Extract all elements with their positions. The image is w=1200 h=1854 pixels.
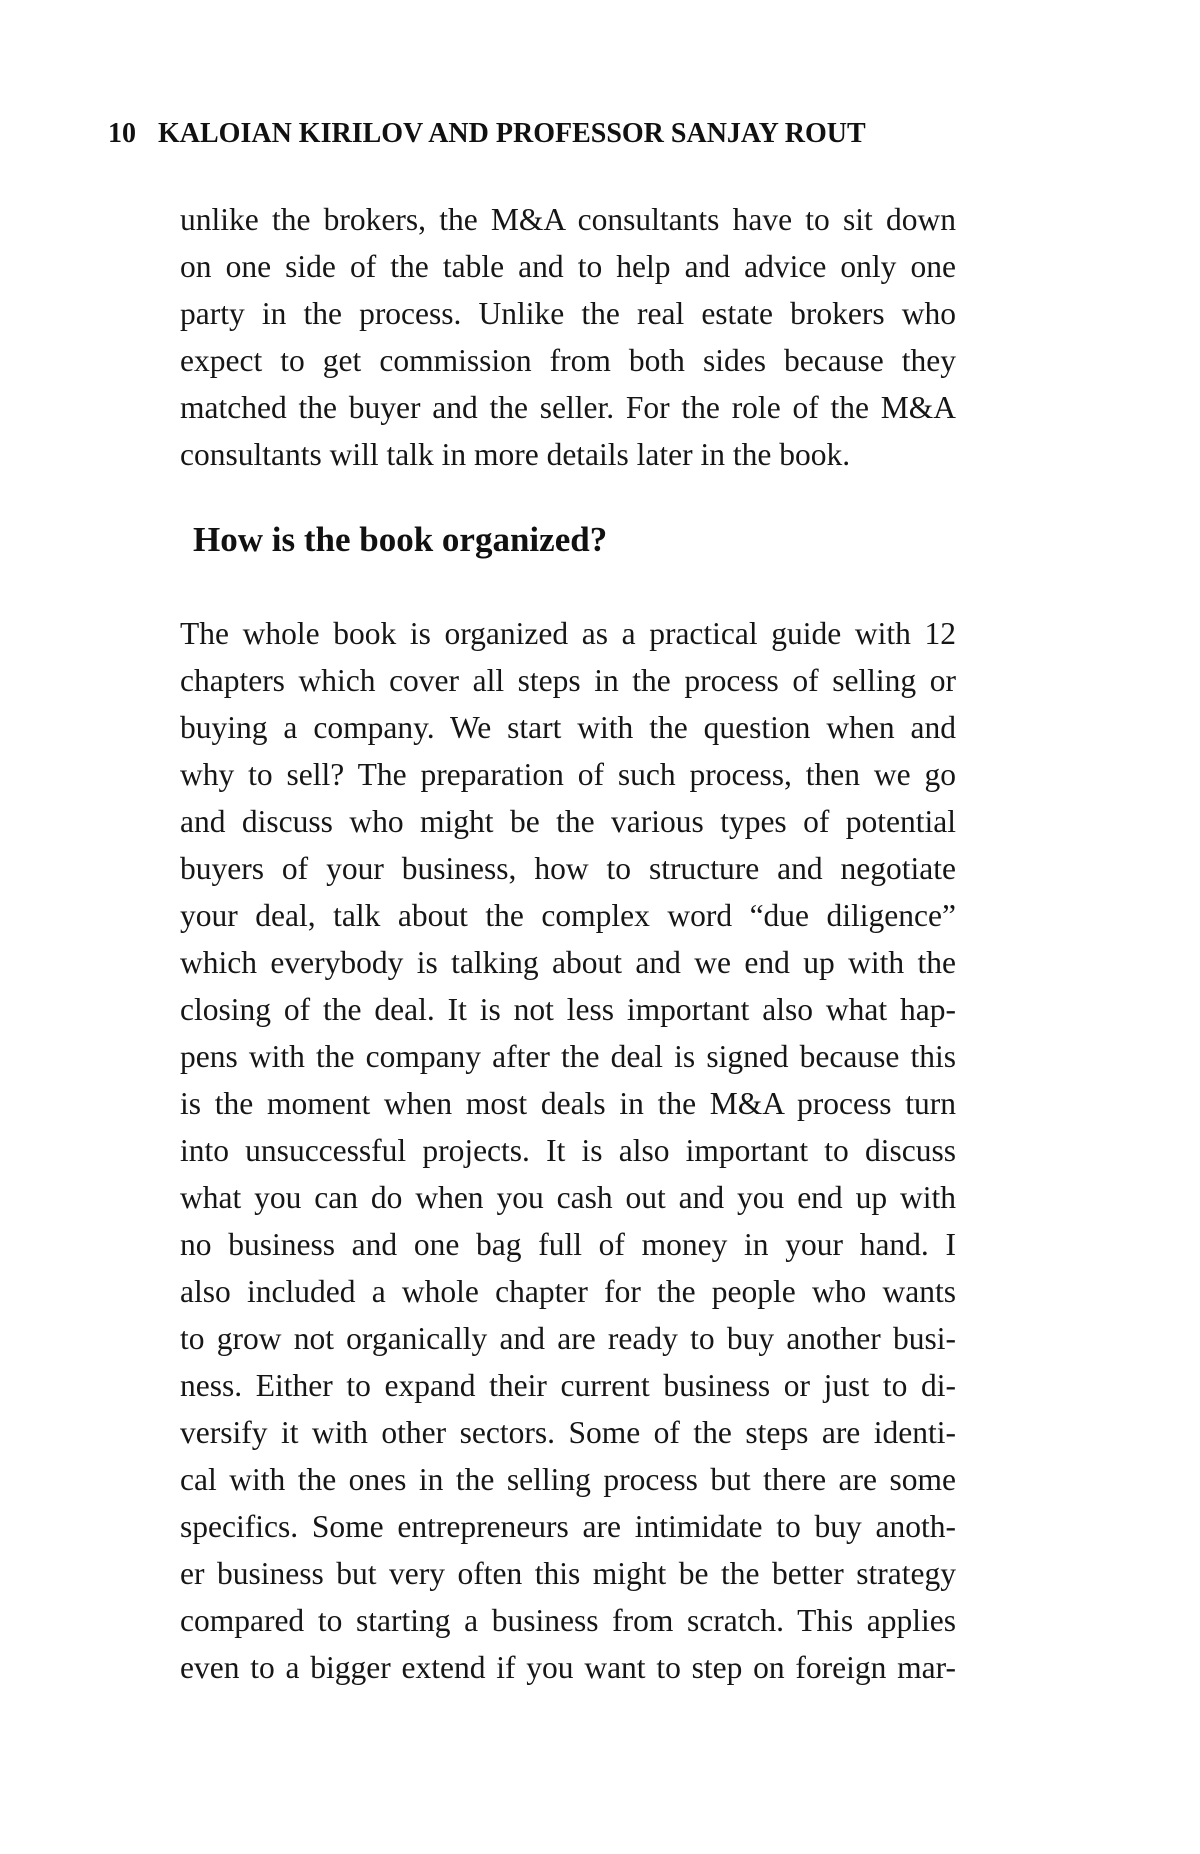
text-line: also included a whole chapter for the people who wants [180,1274,956,1309]
text-line: which everybody is talking about and we end up with the [180,945,956,980]
text-line: party in the process. Unlike the real estate brokers who [180,296,956,331]
text-line: is the moment when most deals in the M&A process turn [180,1086,956,1121]
text-line: specifics. Some entrepreneurs are intimidate to buy anoth- [180,1509,956,1544]
text-line: pens with the company after the deal is signed because this [180,1039,956,1074]
text-line: no business and one bag full of money in your hand. I [180,1227,956,1262]
text-line: and discuss who might be the various types of potential [180,804,956,839]
text-line: compared to starting a business from scratch. This applies [180,1603,956,1638]
text-line: cal with the ones in the selling process but there are some [180,1462,956,1497]
text-line: The whole book is organized as a practical guide with 12 [180,616,956,651]
text-line: chapters which cover all steps in the process of selling or [180,663,956,698]
text-line: buying a company. We start with the question when and [180,710,956,745]
text-line: matched the buyer and the seller. For the role of the M&A [180,390,956,425]
text-line: ness. Either to expand their current business or just to di- [180,1368,956,1403]
text-line: into unsuccessful projects. It is also important to discuss [180,1133,956,1168]
running-head-title: KALOIAN KIRILOV AND PROFESSOR SANJAY ROUT [158,118,866,149]
text-line: closing of the deal. It is not less important also what hap- [180,992,956,1027]
section-heading: How is the book organized? [193,520,608,559]
page-number: 10 [108,118,136,149]
text-line: consultants will talk in more details later in the book. [180,437,851,472]
running-head [108,118,866,150]
text-line: what you can do when you cash out and you end up with [180,1180,956,1215]
text-line: er business but very often this might be the better strategy [180,1556,956,1591]
text-line: buyers of your business, how to structure and negotiate [180,851,956,886]
text-line: to grow not organically and are ready to buy another busi- [180,1321,956,1356]
text-line: why to sell? The preparation of such process, then we go [180,757,956,792]
text-line: your deal, talk about the complex word “due diligence” [180,898,956,933]
text-line: versify it with other sectors. Some of the steps are identi- [180,1415,956,1450]
text-line: expect to get commission from both sides because they [180,343,956,378]
text-line: even to a bigger extend if you want to step on foreign mar- [180,1650,956,1685]
text-line: on one side of the table and to help and advice only one [180,249,956,284]
text-line: unlike the brokers, the M&A consultants have to sit down [180,202,956,237]
